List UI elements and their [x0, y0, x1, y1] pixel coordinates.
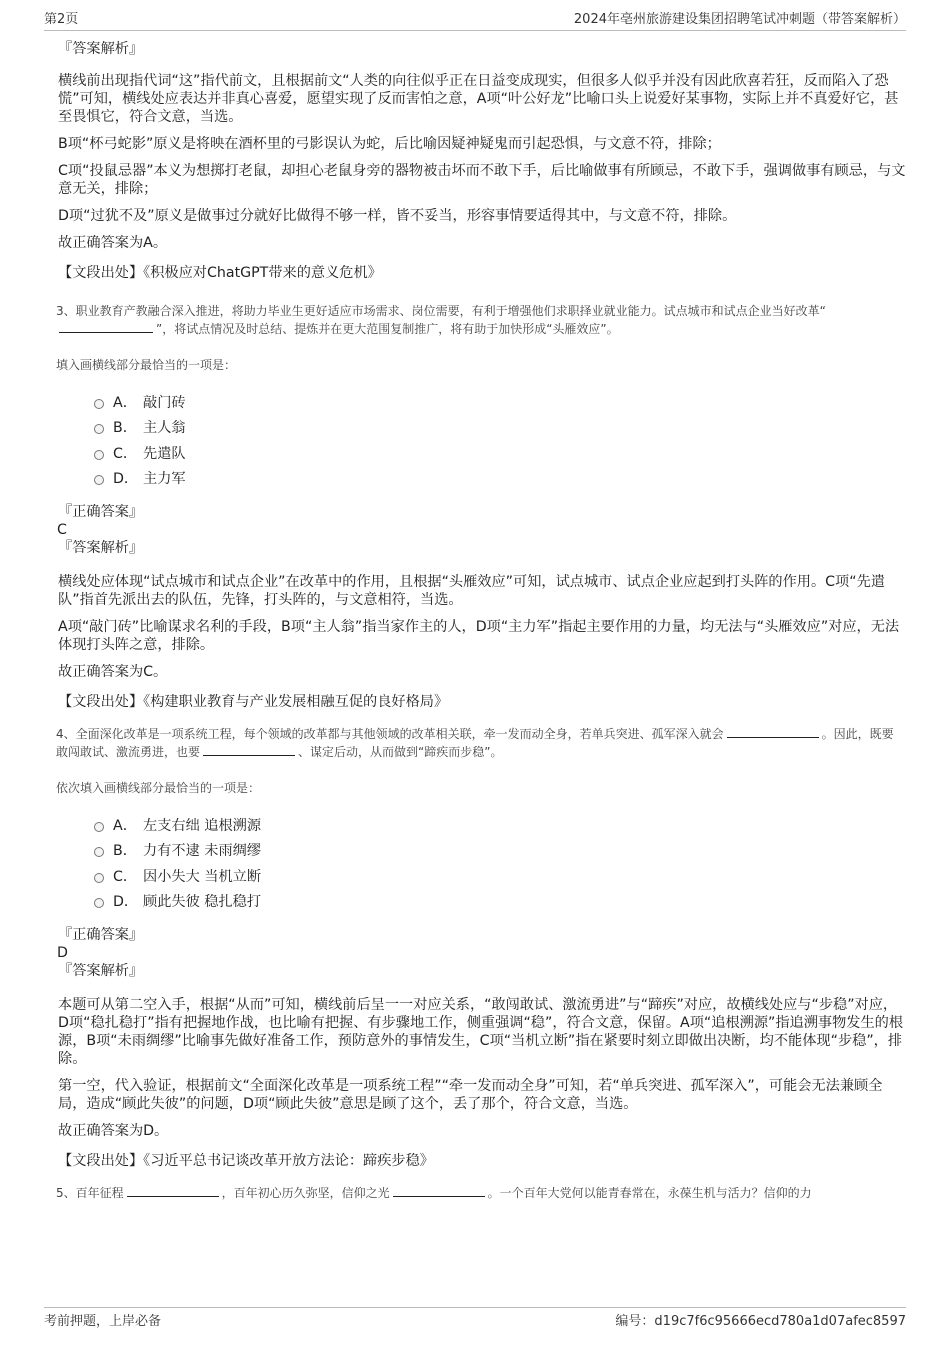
- footer-divider: [44, 1307, 906, 1308]
- q5-blank-1: [127, 1184, 219, 1197]
- option-letter: B．: [113, 420, 137, 437]
- option-text: 先遣队: [143, 445, 186, 462]
- q3-text-a: 3、职业教育产教融合深入推进，将助力毕业生更好适应市场需求、岗位需要，有利于增强他们求职择业就业能力。试点城市和试点企业当好改革“: [56, 304, 826, 318]
- document-id: [615, 1310, 906, 1329]
- q5-text-b: ，百年初心历久弥坚，信仰之光: [221, 1186, 390, 1200]
- source-label: 【文段出处】: [58, 1153, 144, 1169]
- source-title: 《构建职业教育与产业发展相融互促的良好格局》: [143, 694, 449, 710]
- q4-analysis-p2: 第一空，代入验证，根据前文“全面深化改革是一项系统工程”“牵一发而动全身”可知，若“单兵突进、孤军深入”，可能会无法兼顾全局，造成“顾此失彼”的问题，D项“顾此失彼”意思是顾了这个，丢了那个，符合文意，当选。: [58, 1078, 883, 1112]
- q4-text-c: 、谋定后动，从而做到“蹄疾而步稳”。: [298, 745, 503, 759]
- option-text: 主人翁: [143, 420, 186, 437]
- page-number: 第2页: [44, 12, 79, 27]
- q3-option-b[interactable]: [94, 415, 906, 441]
- option-text: 顾此失彼 稳扎稳打: [143, 894, 262, 911]
- q3-question-text: [56, 302, 902, 338]
- q3-options: [94, 389, 906, 491]
- q4-option-c[interactable]: [94, 863, 906, 889]
- q4-final-answer: 故正确答案为D。: [58, 1123, 169, 1139]
- q5-blank-2: [393, 1184, 485, 1197]
- q4-prompt: 依次填入画横线部分最恰当的一项是：: [56, 781, 261, 795]
- document-id-value: d19c7f6c95666ecd780a1d07afec8597: [654, 1314, 906, 1329]
- q3-option-d[interactable]: [94, 466, 906, 492]
- q4-options: [94, 812, 906, 914]
- q4-correct-answer: D: [57, 945, 68, 961]
- q3-correct-answer: C: [57, 522, 67, 538]
- header-divider: [44, 30, 906, 31]
- q2-analysis-p3: C项“投鼠忌器”本义为想掷打老鼠，却担心老鼠身旁的器物被击坏而不敢下手，后比喻做事有所顾忌，不敢下手，强调做事有顾忌，与文意无关，排除；: [58, 163, 906, 197]
- source-title: 《积极应对ChatGPT带来的意义危机》: [143, 265, 382, 281]
- radio-icon[interactable]: [94, 399, 104, 409]
- analysis-label: 『答案解析』: [58, 41, 144, 57]
- page-header: [44, 8, 906, 30]
- q3-blank: [59, 320, 153, 333]
- q3-analysis-section: [58, 539, 906, 711]
- correct-answer-label: 『正确答案』: [58, 504, 144, 520]
- q2-analysis-p2: B项“杯弓蛇影”原义是将映在酒杯里的弓影误认为蛇，后比喻因疑神疑鬼而引起恐惧，与文意不符，排除；: [58, 136, 721, 152]
- q3-option-a[interactable]: [94, 389, 906, 415]
- q5-text-c: 。一个百年大党何以能青春常在，永葆生机与活力？信仰的力: [487, 1186, 812, 1200]
- radio-icon[interactable]: [94, 822, 104, 832]
- option-text: 敲门砖: [143, 394, 186, 411]
- document-title: 2024年亳州旅游建设集团招聘笔试冲刺题（带答案解析）: [573, 12, 906, 27]
- q4-question-text: [56, 725, 902, 761]
- q4-blank-2: [203, 743, 295, 756]
- document-id-label: 编号：: [615, 1314, 655, 1329]
- q3-analysis-p2: A项“敲门砖”比喻谋求名利的手段，B项“主人翁”指当家作主的人，D项“主力军”指起主要作用的力量，均无法与“头雁效应”对应，无法体现打头阵之意，排除。: [58, 619, 900, 653]
- footer-slogan: 考前押题，上岸必备: [44, 1314, 162, 1329]
- option-text: 左支右绌 追根溯源: [143, 817, 262, 834]
- q5-text-a: 5、百年征程: [56, 1186, 124, 1200]
- q2-analysis-section: [58, 40, 906, 282]
- option-text: 因小失大 当机立断: [143, 868, 262, 885]
- q4-option-d[interactable]: [94, 889, 906, 915]
- q3-prompt: 填入画横线部分最恰当的一项是：: [56, 358, 237, 372]
- source-label: 【文段出处】: [58, 694, 144, 710]
- q4-analysis-section: [58, 962, 906, 1170]
- q4-blank-1: [727, 725, 819, 738]
- q4-text-a: 4、全面深化改革是一项系统工程，每个领域的改革都与其他领域的改革相关联，牵一发而动全身，若单兵突进、孤军深入就会: [56, 727, 724, 741]
- radio-icon[interactable]: [94, 424, 104, 434]
- option-letter: A．: [113, 817, 137, 834]
- radio-icon[interactable]: [94, 898, 104, 908]
- radio-icon[interactable]: [94, 847, 104, 857]
- q2-source: [58, 264, 906, 282]
- q4-source: [58, 1152, 906, 1170]
- q4-option-b[interactable]: [94, 838, 906, 864]
- option-letter: B．: [113, 843, 137, 860]
- q4-option-a[interactable]: [94, 812, 906, 838]
- source-title: 《习近平总书记谈改革开放方法论：蹄疾步稳》: [143, 1153, 434, 1169]
- q3-analysis-p1: 横线处应体现“试点城市和试点企业”在改革中的作用，且根据“头雁效应”可知，试点城市、试点企业应起到打头阵的作用。C项“先遣队”指首先派出去的队伍，先锋，打头阵的，与文意相符，当选。: [58, 574, 885, 608]
- q3-text-b: ”，将试点情况及时总结、提炼并在更大范围复制推广，将有助于加快形成“头雁效应”。: [156, 322, 619, 336]
- option-letter: D．: [113, 471, 139, 488]
- option-letter: A．: [113, 394, 137, 411]
- q3-source: [58, 693, 906, 711]
- option-letter: C．: [113, 868, 138, 885]
- q2-analysis-p4: D项“过犹不及”原义是做事过分就好比做得不够一样，皆不妥当，形容事情要适得其中，与文意不符，排除。: [58, 208, 737, 224]
- option-text: 主力军: [143, 471, 186, 488]
- page-footer: [44, 1310, 906, 1330]
- option-text: 力有不逮 未雨绸缪: [143, 843, 262, 860]
- option-letter: D．: [113, 894, 139, 911]
- q2-analysis-p1: 横线前出现指代词“这”指代前文，且根据前文“人类的向往似乎正在日益变成现实，但很多人似乎并没有因此欣喜若狂，反而陷入了恐慌”可知，横线处应表达并非真心喜爱，愿望实现了反而害怕之意，A项“叶公好龙”比喻口头上说爱好某事物，实际上并不真爱好它，甚至畏惧它，符合文意，当选。: [58, 73, 899, 125]
- analysis-label: 『答案解析』: [58, 540, 144, 556]
- source-label: 【文段出处】: [58, 265, 144, 281]
- q5-question-text: [56, 1184, 902, 1202]
- q2-final-answer: 故正确答案为A。: [58, 235, 168, 251]
- correct-answer-label: 『正确答案』: [58, 927, 144, 943]
- radio-icon[interactable]: [94, 450, 104, 460]
- q4-text-b: 。因此，既要敢闯敢试、激流勇进，也要: [56, 727, 894, 759]
- analysis-label: 『答案解析』: [58, 963, 144, 979]
- radio-icon[interactable]: [94, 475, 104, 485]
- q4-analysis-p1: 本题可从第二空入手，根据“从而”可知，横线前后呈一一对应关系，“敢闯敢试、激流勇进”与“蹄疾”对应，故横线处应与“步稳”对应，D项“稳扎稳打”指有把握地作战，也比喻有把握、有步骤地工作，侧重强调“稳”，符合文意，保留。A项“追根溯源”指追溯事物发生的根源，B项“未雨绸缪”比喻事先做好准备工作，预防意外的事情发生，C项“当机立断”指在紧要时刻立即做出决断，均不能体现“步稳”，排除。: [58, 997, 904, 1067]
- radio-icon[interactable]: [94, 873, 104, 883]
- q3-final-answer: 故正确答案为C。: [58, 664, 168, 680]
- page-content: [44, 40, 906, 1202]
- option-letter: C．: [113, 445, 138, 462]
- q3-option-c[interactable]: [94, 440, 906, 466]
